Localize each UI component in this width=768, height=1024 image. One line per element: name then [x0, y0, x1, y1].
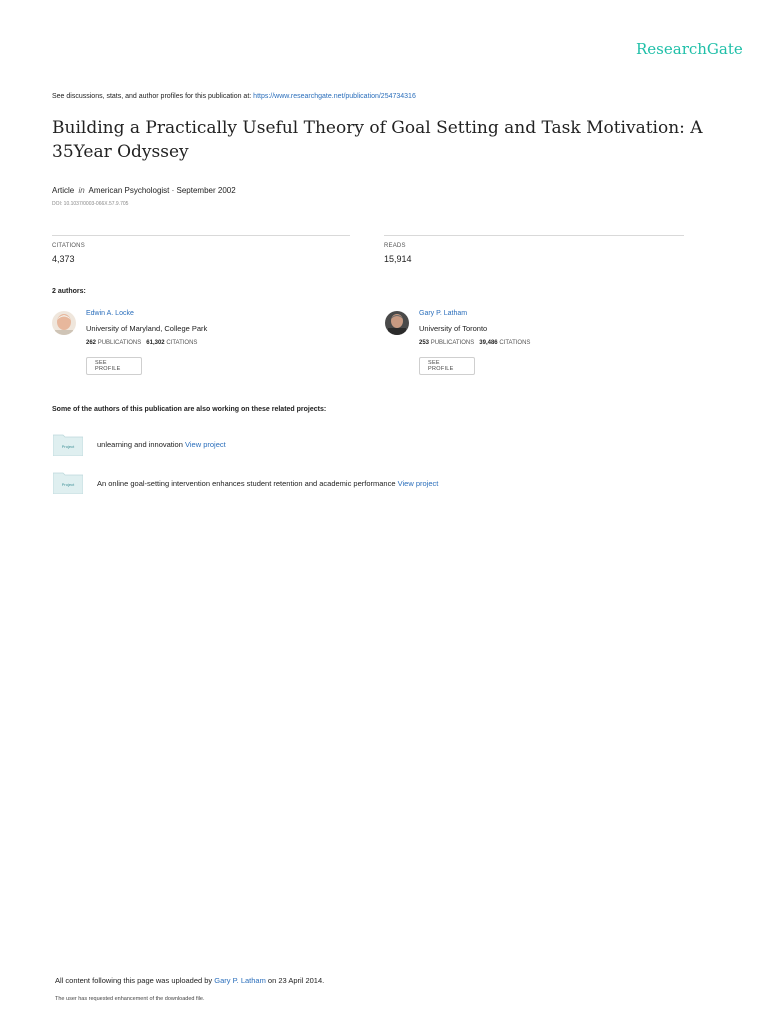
avatar[interactable] — [385, 311, 409, 335]
publications-count: 262 — [86, 340, 97, 346]
project-item — [97, 440, 226, 449]
project-title: An online goal-setting intervention enhances student retention and academic performance — [97, 479, 396, 488]
publications-count: 253 — [419, 340, 430, 346]
citations-label: CITATIONS — [499, 340, 531, 346]
divider — [384, 235, 684, 236]
author-institution: University of Maryland, College Park — [86, 324, 208, 333]
publications-label: PUBLICATIONS — [97, 340, 142, 346]
see-profile-button[interactable]: SEE PROFILE — [86, 357, 142, 375]
page-title: Building a Practically Useful Theory of Goal Setting and Task Motivation: A 35Year Odyssey — [52, 118, 703, 162]
view-project-link[interactable]: View project — [185, 440, 226, 449]
uploader-link[interactable]: Gary P. Latham — [214, 976, 266, 985]
project-folder-icon — [53, 434, 83, 456]
upload-prefix: All content following this page was uploaded by — [55, 976, 215, 985]
author-stats — [86, 340, 197, 346]
publication-url-link[interactable]: https://www.researchgate.net/publication/254734316 — [253, 93, 416, 100]
author-institution: University of Toronto — [419, 324, 488, 333]
publications-label: PUBLICATIONS — [430, 340, 475, 346]
doi-text: DOI: 10.1037/0003-066X.57.9.705 — [52, 201, 129, 207]
article-meta — [52, 186, 236, 195]
related-projects-label: Some of the authors of this publication are also working on these related projects: — [52, 406, 327, 413]
article-type: Article — [52, 186, 75, 195]
project-item — [97, 479, 438, 488]
avatar[interactable] — [52, 311, 76, 335]
citations-label: CITATIONS — [52, 243, 85, 249]
article-venue[interactable]: American Psychologist · September 2002 — [88, 186, 236, 195]
reads-value: 15,914 — [384, 254, 412, 264]
citations-count: 61,302 — [146, 340, 165, 346]
reads-label: READS — [384, 243, 406, 249]
citations-value: 4,373 — [52, 254, 75, 264]
project-icon-label: Project — [61, 444, 75, 449]
article-in: in — [78, 186, 85, 195]
view-project-link[interactable]: View project — [397, 479, 439, 488]
researchgate-logo[interactable]: ResearchGate — [636, 40, 743, 58]
see-profile-button[interactable]: SEE PROFILE — [419, 357, 475, 375]
author-name-link[interactable]: Gary P. Latham — [419, 310, 468, 317]
upload-note — [55, 976, 324, 985]
citations-label: CITATIONS — [166, 340, 198, 346]
discussion-text: See discussions, stats, and author profiles for this publication at: — [52, 93, 254, 100]
author-name-link[interactable]: Edwin A. Locke — [86, 310, 134, 317]
author-stats — [419, 340, 530, 346]
project-title: unlearning and innovation — [97, 440, 183, 449]
citations-count: 39,486 — [479, 340, 498, 346]
divider — [52, 235, 350, 236]
discussion-line — [52, 93, 416, 100]
upload-suffix: on 23 April 2014. — [265, 976, 325, 985]
enhancement-note: The user has requested enhancement of the downloaded file. — [55, 996, 205, 1002]
authors-label: 2 authors: — [52, 288, 86, 295]
project-icon-label: Project — [61, 482, 75, 487]
project-folder-icon — [53, 472, 83, 494]
